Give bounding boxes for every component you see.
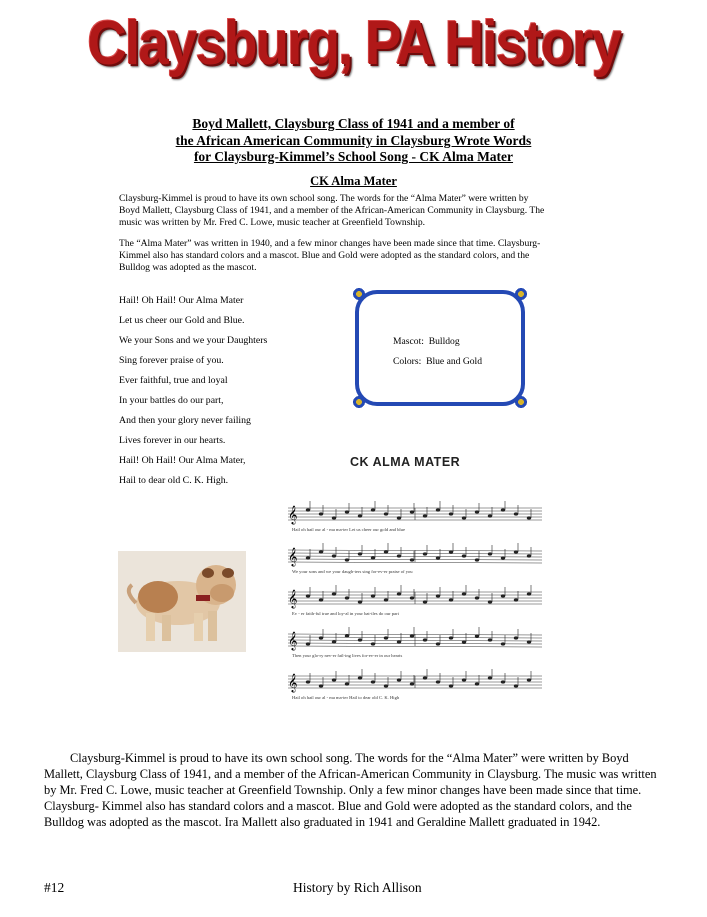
- lyric-line: Ever faithful, true and loyal: [119, 375, 228, 386]
- sheet-music: [270, 500, 545, 710]
- article-headline: [0, 116, 707, 166]
- intro-paragraph-2: The “Alma Mater” was written in 1940, and a few minor changes have been made since that time. Claysburg-Kimmel also has standard colors and a mascot. Blue and Gold were adopted as the standard colors, and the Bulldog was adopted as the mascot.: [119, 238, 541, 273]
- bulldog-mascot-image: [118, 551, 246, 652]
- lyric-line: We your Sons and we your Daughters: [119, 335, 268, 346]
- treble-clef-icon: 𝄞: [288, 589, 298, 608]
- music-staff: [288, 543, 542, 574]
- banner-title: Claysburg, PA History: [86, 9, 621, 78]
- music-staff: [288, 501, 542, 532]
- section-subhead: CK Alma Mater: [310, 174, 397, 188]
- lyric-line: Hail! Oh Hail! Our Alma Mater,: [119, 455, 246, 466]
- sheet-music-lyric: Hail oh hail our al - ma ma-ter Let us cheer our gold and blue: [292, 527, 406, 532]
- sheet-music-lyric: Hail oh hail our al - ma ma-ter Hail to dear old C. K. High: [292, 695, 400, 700]
- treble-clef-icon: 𝄞: [288, 673, 298, 692]
- bulldog-icon: [118, 551, 246, 652]
- lyric-line: Hail to dear old C. K. High.: [119, 475, 229, 486]
- mascot-colors-frame: [355, 290, 525, 406]
- colors-label: Colors:: [393, 356, 422, 367]
- frame-corner-ornament-icon: [514, 287, 528, 301]
- music-staff: [288, 585, 542, 616]
- sheet-music-title: CK ALMA MATER: [350, 455, 461, 469]
- lyric-line: In your battles do our part,: [119, 395, 224, 406]
- frame-corner-ornament-icon: [352, 287, 366, 301]
- lyric-line: Let us cheer our Gold and Blue.: [119, 315, 245, 326]
- music-staff: [288, 627, 542, 658]
- headline-line: the African American Community in Claysburg Wrote Words: [175, 132, 532, 148]
- colors-value: Blue and Gold: [426, 356, 483, 367]
- footer-credit: History by Rich Allison: [293, 880, 422, 895]
- treble-clef-icon: 𝄞: [288, 631, 298, 650]
- headline-line: Boyd Mallett, Claysburg Class of 1941 and a member of: [192, 116, 515, 131]
- sheet-music-lyric: Ev - er faith-ful true and loy-al in your bat-tles do our part: [292, 611, 399, 616]
- intro-paragraph-1: Claysburg-Kimmel is proud to have its own school song. The words for the “Alma Mater” were written by Boyd Mallett, Claysburg Class of 1941, and a member of the African-American Community in Claysburg. The music was written by Mr. Fred C. Lowe, music teacher at Greenfield Township.: [119, 193, 545, 228]
- body-paragraph: Claysburg-Kimmel is proud to have its own school song. The words for the “Alma Mater” were written by Boyd Mallett, Claysburg Class of 1941, and a member of the African-American Community in Claysburg. The music was written by Mr. Fred C. Lowe, music teacher at Greenfield Township. Only a few minor changes have been made since that time. Claysburg- Kimmel also has standard colors and a mascot. Blue and Gold were adopted as the standard colors, and the Bulldog was adopted as the mascot. Ira Mallett also graduated in 1941 and Geraldine Mallett graduated in 1942.: [44, 751, 657, 829]
- frame-corner-ornament-icon: [514, 395, 528, 409]
- lyric-line: Sing forever praise of you.: [119, 355, 224, 366]
- mascot-row: [393, 336, 460, 347]
- music-staff: [288, 669, 542, 700]
- lyric-line: Lives forever in our hearts.: [119, 435, 226, 446]
- lyric-line: Hail! Oh Hail! Our Alma Mater: [119, 295, 244, 306]
- mascot-label: Mascot:: [393, 336, 424, 347]
- headline-line: for Claysburg-Kimmel’s School Song - CK Alma Mater: [193, 149, 514, 164]
- treble-clef-icon: 𝄞: [288, 505, 298, 524]
- page-banner: [0, 6, 707, 82]
- treble-clef-icon: 𝄞: [288, 547, 298, 566]
- colors-row: [393, 356, 482, 367]
- mascot-value: Bulldog: [428, 336, 460, 347]
- frame-corner-ornament-icon: [352, 395, 366, 409]
- sheet-music-lyric: Then your glo-ry nev-er fail-ing lives for-ev-er in our hearts: [292, 653, 403, 658]
- sheet-music-lyric: We your sons and we your daugh-ters sing for-ev-er praise of you: [292, 569, 413, 574]
- page-number: #12: [44, 880, 65, 895]
- lyric-line: And then your glory never failing: [119, 415, 251, 426]
